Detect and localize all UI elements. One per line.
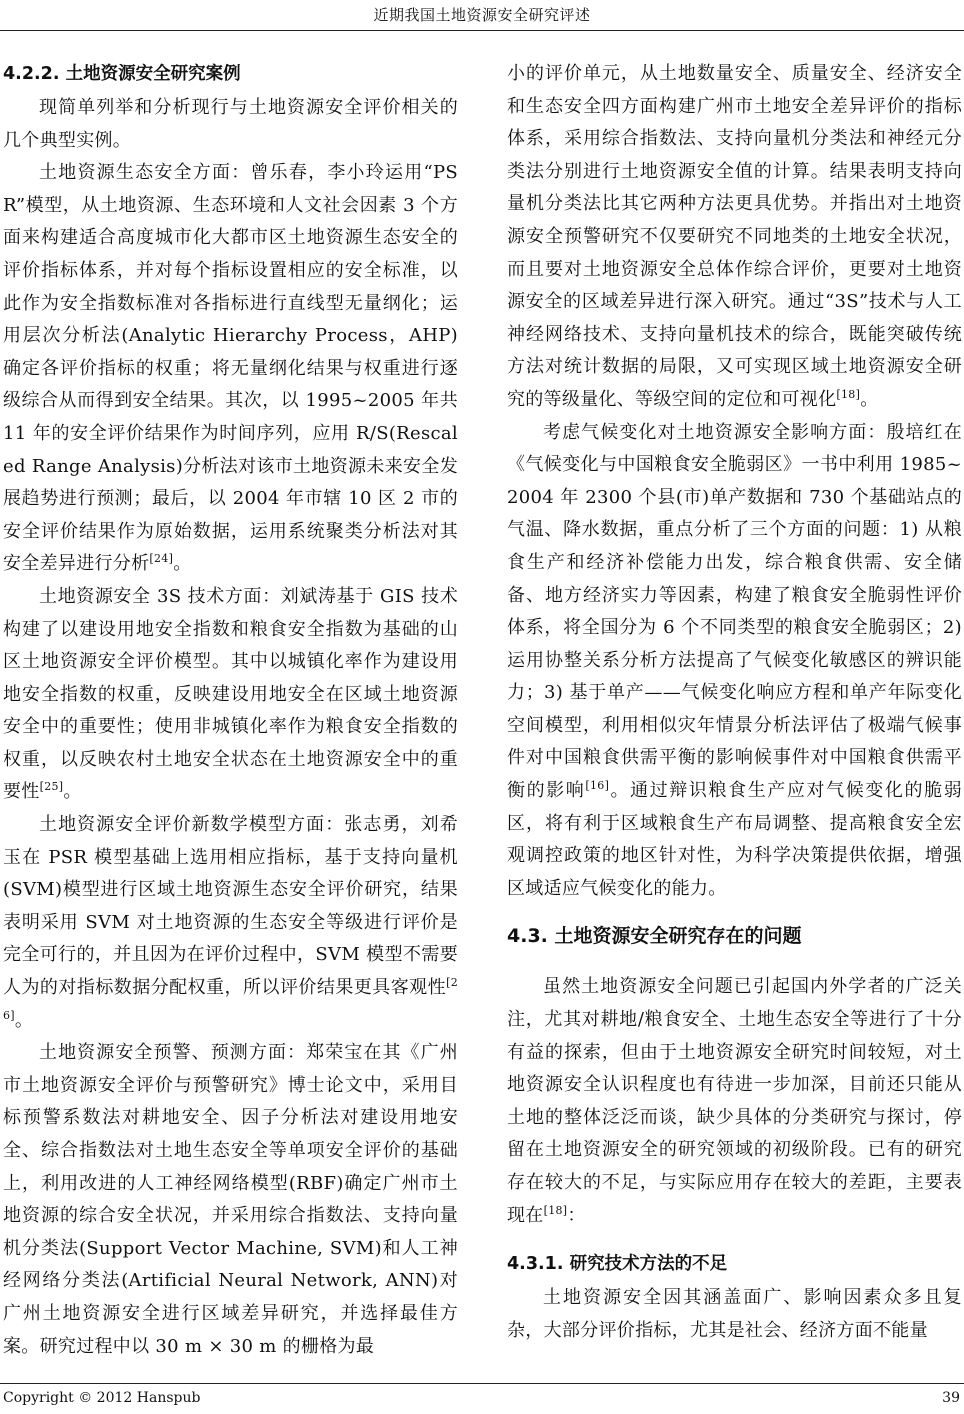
paragraph-end: 。 [173,553,192,575]
section-heading-4-2-2: 4.2.2. 土地资源安全研究案例 [3,64,241,84]
left-column [3,58,458,1363]
citation-ref[interactable]: [16] [585,779,610,793]
paragraph-intro [3,92,458,157]
section-heading-4-3: 4.3. 土地资源安全研究存在的问题 [507,925,802,948]
footer-page-number: 39 [942,1390,960,1406]
citation-ref[interactable]: [25] [39,780,64,794]
paragraph-end: 。 [14,1009,34,1031]
paragraph-text: 土地资源安全预警、预测方面：郑荣宝在其《广州市土地资源安全评价与预警研究》博士论文中，采用目标预警系数法对耕地安全、因子分析法对建设用地安全、综合指数法对土地生态安全等单项安全评价的基础上，利用改进的人工神经网络模型(RBF)确定广州市土地资源的综合安全状况，并采用综合指数法、支持向量机分类法(Support Vector Machine, SVM)和人工神经网络分类法(Artificial Neural Network, ANN)对广州土地资源安全进行区域差异研究，并选择最佳方案。研究过程中以 30 m × 30 m 的栅格为最 [3,1042,458,1357]
footer-rule [0,1383,964,1384]
running-header-title: 近期我国土地资源安全研究评述 [373,6,591,24]
paragraph-early-warning [3,1037,458,1363]
footer-copyright: Copyright © 2012 Hanspub [3,1390,201,1406]
paragraph-math-model [3,809,458,1037]
citation-ref[interactable]: [24] [149,552,174,566]
paragraph-end: 。 [860,388,879,410]
citation-ref[interactable]: [26] [3,976,458,1022]
citation-ref[interactable]: [18] [836,387,861,401]
paragraph-end: ： [567,1204,586,1226]
citation-ref[interactable]: [18] [543,1203,568,1217]
paragraph-rest: 。通过辩识粮食生产应对气候变化的脆弱区，将有利于区域粮食生产布局调整、提高粮食安全宏观调控政策的地区针对性，为科学决策提供依据，增强区域适应气候变化的能力。 [507,780,962,899]
paragraph-text: 土地资源安全 3S 技术方面：刘斌涛基于 GIS 技术构建了以建设用地安全指数和粮食安全指数为基础的山区土地资源安全评价模型。其中以城镇化率作为建设用地安全指数的权重，反映建设用地安全在区域土地资源安全中的重要性；使用非城镇化率作为粮食安全指数的权重，以反映农村土地安全状态在土地资源安全中的重要性 [3,585,458,803]
paragraph-3s-technology [3,581,458,809]
paragraph-text: 现简单列举和分析现行与土地资源安全评价相关的几个典型实例。 [3,97,458,151]
paragraph-text: 土地资源生态安全方面：曾乐春，李小玲运用“PSR”模型，从土地资源、生态环境和人文社会因素 3 个方面来构建适合高度城市化大都市区土地资源生态安全的评价指标体系，并对每个指标设置相应的安全标准，以此作为安全指数标准对各指标进行直线型无量纲化；运用层次分析法(Analytic Hierarchy Process，AHP)确定各评价指标的权重；将无量纲化结果与权重进行逐级综合从而得到安全结果。其次，以 1995~2005 年共 11 年的安全评价结果作为时间序列，应用 R/S(Rescaled Range Analysis)分析法对该市土地资源未来安全发展趋势进行预测；最后，以 2004 年市辖 10 区 2 市的安全评价结果作为原始数据，运用系统聚类分析法对其安全差异进行分析 [3,162,458,575]
right-column [507,58,962,1347]
paragraph-climate-change [507,417,962,906]
paragraph-text: 土地资源安全因其涵盖面广、影响因素众多且复杂，大部分评价指标，尤其是社会、经济方面不能量 [507,1287,962,1341]
paragraph-ecological-security [3,157,458,581]
paragraph-end: 。 [63,781,82,803]
header-rule [0,30,964,31]
paragraph-text: 小的评价单元，从土地数量安全、质量安全、经济安全和生态安全四方面构建广州市土地安全差异评价的指标体系，采用综合指数法、支持向量机分类法和神经元分类法分别进行土地资源安全值的计算。结果表明支持向量机分类法比其它两种方法更具优势。并指出对土地资源安全预警研究不仅要研究不同地类的土地安全状况，而且要对土地资源安全总体作综合评价，更要对土地资源安全的区域差异进行深入研究。通过“3S”技术与人工神经网络技术、支持向量机技术的综合，既能突破传统方法对统计数据的局限，又可实现区域土地资源安全研究的等级量化、等级空间的定位和可视化 [507,63,962,410]
paragraph-problems [507,971,962,1232]
paragraph-method-shortcomings [507,1282,962,1347]
paragraph-text: 考虑气候变化对土地资源安全影响方面：殷培红在《气候变化与中国粮食安全脆弱区》一书中利用 1985~2004 年 2300 个县(市)单产数据和 730 个基础站点的气温、降水数据，重点分析了三个方面的问题：1) 从粮食生产和经济补偿能力出发，综合粮食供需、安全储备、地方经济实力等因素，构建了粮食安全脆弱性评价体系，将全国分为 6 个不同类型的粮食安全脆弱区；2) 运用协整关系分析方法提高了气候变化敏感区的辨识能力；3) 基于单产——气候变化响应方程和单产年际变化空间模型，利用相似灾年情景分析法评估了极端气候事件对中国粮食供需平衡的影响候事件对中国粮食供需平衡的影响 [507,421,962,802]
section-heading-4-3-1: 4.3.1. 研究技术方法的不足 [507,1254,728,1275]
paragraph-text: 土地资源安全评价新数学模型方面：张志勇，刘希玉在 PSR 模型基础上选用相应指标，基于支持向量机(SVM)模型进行区域土地资源生态安全评价研究，结果表明采用 SVM 对土地资源的生态安全等级进行评价是完全可行的，并且因为在评价过程中，SVM 模型不需要人为的对指标数据分配权重，所以评价结果更具客观性 [3,814,458,999]
paragraph-continued [507,58,962,417]
paragraph-text: 虽然土地资源安全问题已引起国内外学者的广泛关注，尤其对耕地/粮食安全、土地生态安全等进行了十分有益的探索，但由于土地资源安全研究时间较短，对土地资源安全认识程度也有待进一步加深，目前还只能从土地的整体泛泛而谈，缺少具体的分类研究与探讨，停留在土地资源安全的研究领域的初级阶段。已有的研究存在较大的不足，与实际应用存在较大的差距，主要表现在 [507,976,962,1226]
